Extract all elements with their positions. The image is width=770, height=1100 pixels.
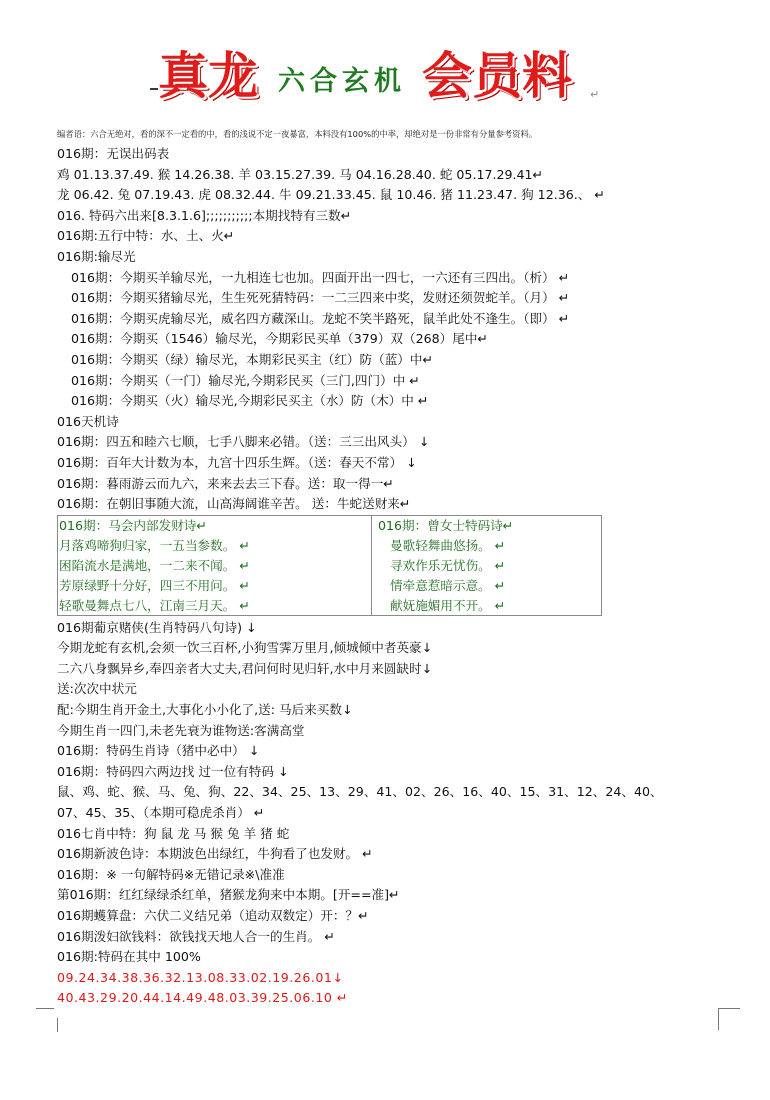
title-huiyuanliao: 会员料 <box>422 46 572 105</box>
text-line: 今期生肖一四门,未老先衰为谁物送:客满高堂 <box>57 722 305 738</box>
poem-line: 轻歌曼舞点七八，江南三月天。 ↵ <box>59 597 250 613</box>
number-line: 09.24.34.38.36.32.13.08.33.02.19.26.01↓ <box>57 969 344 985</box>
text-line: 016期：在朝旧事随大流，山高海阔谁辛苦。 送：牛蛇送财来↵ <box>57 496 411 512</box>
text-line: 07、45、35、（本期可稳虎杀肖） ↵ <box>57 805 265 821</box>
text-line: 016期泼妇欲钱料：欲钱找天地人合一的生肖。 ↵ <box>57 928 335 944</box>
poem-line: 016期：曾女士特码诗↵ <box>378 517 514 533</box>
poem-line: 献妩施媚用不开。 ↵ <box>390 597 506 613</box>
paragraph-mark: ↵ <box>590 88 600 101</box>
title-zhenlong: 真龙 <box>158 46 258 105</box>
page-corner-mark-right-vertical <box>718 1008 719 1030</box>
text-line: 016期:五行中特：水、土、火↵ <box>57 228 235 244</box>
page-corner-mark-right <box>718 1008 740 1009</box>
text-line: 016期：百年大计数为本，九宫十四乐生辉。（送：春天不常） ↓ <box>57 454 417 470</box>
number-list <box>57 968 727 1009</box>
text-line: 016期新波色诗：本期波色出绿红，牛狗看了也发财。 ↵ <box>57 846 373 862</box>
text-line: 016期：无误出码表 <box>57 146 170 161</box>
text-line: 016. 特码六出来[8.3.1.6];;;;;;;;;;;本期找特有三数↵ <box>57 207 352 223</box>
poem-line: 芳原绿野十分好，四三不用问。 ↵ <box>59 577 250 593</box>
page-corner-mark-left <box>36 1008 54 1009</box>
text-line: 016期：今期买（火）输尽光,今期彩民买主（水）防（木）中 ↵ <box>71 393 429 409</box>
text-line: 016期:特码在其中 100% <box>57 949 201 965</box>
poem-table-right <box>378 516 598 616</box>
text-line: 送:次次中状元 <box>57 681 137 697</box>
text-line: 龙 06.42. 兔 07.19.43. 虎 08.32.44. 牛 09.21.33.45. 鼠 10.46. 猪 11.23.47. 狗 12.36.、 ↵ <box>57 187 605 203</box>
text-line: 016期：特码四六两边找 过一位有特码 ↓ <box>57 763 289 779</box>
text-line: 今期龙蛇有玄机,会须一饮三百杯,小狗雪霁万里月,倾城倾中者英豪↓ <box>57 640 433 656</box>
number-line: 40.43.29.20.44.14.49.48.03.39.25.06.10 ↵ <box>57 990 348 1006</box>
text-line: 鸡 01.13.37.49. 猴 14.26.38. 羊 03.15.27.39. 马 04.16.28.40. 蛇 05.17.29.41↵ <box>57 166 544 182</box>
text-line: 016期：今期买（一门）输尽光,今期彩民买（三门,四门）中 ↵ <box>71 372 420 388</box>
poem-line: 016期：马会内部发财诗↵ <box>59 517 207 533</box>
text-line: 016期葡京赌侠(生肖特码八句诗) ↓ <box>57 619 257 635</box>
section-a <box>57 144 727 515</box>
page-corner-mark-left-vertical <box>57 1018 58 1032</box>
text-line: 016期：今期买（绿）输尽光，本期彩民买主（红）防（蓝）中↵ <box>71 351 434 367</box>
text-line: 016期：特码生肖诗（猪中必中） ↓ <box>57 743 260 759</box>
poem-line: 困陷流水是满地，一二来不闻。 ↵ <box>59 557 250 573</box>
text-line: 016期：今期买羊输尽光，一九相连七也加。四面开出一四七，一六还有三四出。（析） ↵ <box>71 269 570 285</box>
section-b <box>57 618 727 968</box>
text-line: 016期:输尽光 <box>57 248 136 264</box>
text-line: 016期蠖算盘：六伏二义结兄弟（追动双数定）开：？↵ <box>57 908 369 923</box>
text-line: 配:今期生肖开金土,大事化小小化了,送: 马后来买数↓ <box>57 702 353 718</box>
text-line: 016期：今期买虎输尽光，威名四方藏深山。龙蛇不笑半路死，鼠羊此处不逢生。（即） ↵ <box>71 310 570 326</box>
text-line: 016期：今期买（1546）输尽光，今期彩民买单（379）双（268）尾中↵ <box>71 331 488 347</box>
poem-line: 曼歌轻舞曲悠扬。 ↵ <box>390 537 506 553</box>
text-line: 016期：暮雨游云而九六，来来去去三下春。送：取一得一↵ <box>57 475 394 491</box>
text-line: 016期：四五和睦六七顺，七手八脚来必错。（送：三三出风头） ↓ <box>57 434 430 450</box>
poem-table-left <box>59 516 371 616</box>
disclaimer: 编者语：六合无绝对，看的深不一定看的中，看的浅说不定一夜暴富，本料没有100%的中率，却绝对是一份非常有分量参考资料。 <box>57 129 538 139</box>
document-body <box>57 144 727 1009</box>
text-line: 鼠、鸡、蛇、猴、马、兔、狗、22、34、25、13、29、41、02、26、16、40、15、31、12、24、40、 <box>57 784 663 800</box>
text-line: 第016期：红红绿绿杀红单，猪猴龙狗来中本期。[开==准]↵ <box>57 887 400 903</box>
poem-table-divider <box>371 516 372 615</box>
text-line: 016期：今期买猪输尽光，生生死死猜特码：一二三四来中奖，发财还须贺蛇羊。（月） ↵ <box>71 290 570 306</box>
text-line: 016七肖中特：狗 鼠 龙 马 猴 兔 羊 猪 蛇 <box>57 825 290 841</box>
poem-line: 情牵意惹暗示意。 ↵ <box>390 577 506 593</box>
title-liuhexuanji: 六合玄机 <box>278 66 406 97</box>
text-line: 016天机诗 <box>57 413 119 429</box>
text-line: 016期：※ 一句解特码※无错记录※\准准 <box>57 866 285 882</box>
text-line: 二六八身飘异乡,奉四亲者大丈夫,君问何时见归轩,水中月来圆缺时↓ <box>57 660 433 676</box>
header-dash <box>150 88 158 90</box>
poem-line: 寻欢作乐无忧伤。 ↵ <box>390 557 506 573</box>
poem-table <box>57 515 602 616</box>
header-banner <box>150 48 610 110</box>
poem-line: 月落鸡啼狗归家，一五当参数。 ↵ <box>59 537 250 553</box>
